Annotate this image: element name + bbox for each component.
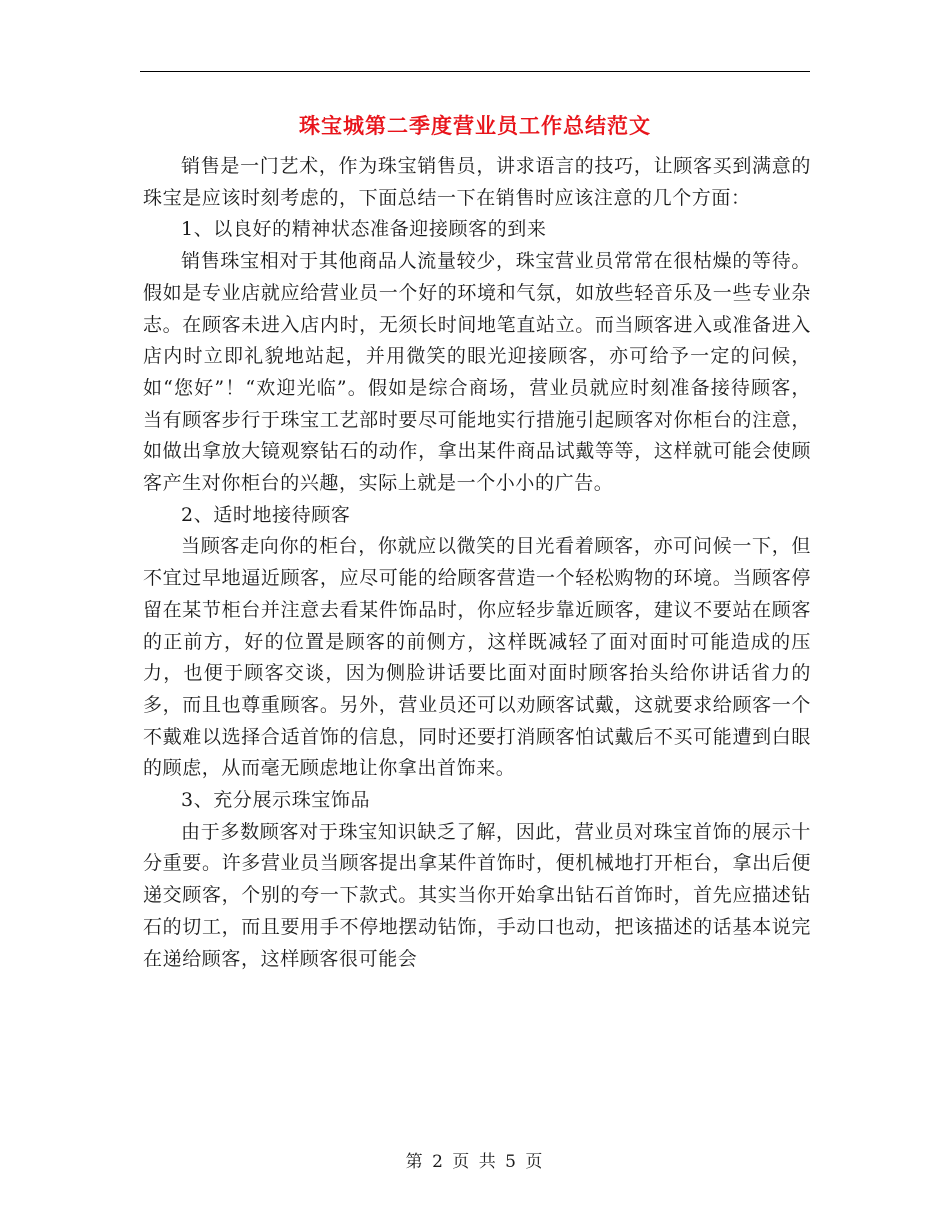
document-body xyxy=(143,151,811,975)
intro-paragraph: 销售是一门艺术，作为珠宝销售员，讲求语言的技巧，让顾客买到满意的珠宝是应该时刻考虑的，下面总结一下在销售时应该注意的几个方面： xyxy=(143,155,811,209)
page-number-footer: 第 2 页 共 5 页 xyxy=(405,1152,545,1172)
section-heading-3: 3、充分展示珠宝饰品 xyxy=(181,789,371,812)
document-title: 珠宝城第二季度营业员工作总结范文 xyxy=(299,113,651,138)
section-paragraph-3: 由于多数顾客对于珠宝知识缺乏了解，因此，营业员对珠宝首饰的展示十分重要。许多营业员当顾客提出拿某件首饰时，便机械地打开柜台，拿出后便递交顾客，个别的夸一下款式。其实当你开始拿出钻石首饰时，首先应描述钻石的切工，而且要用手不停地摆动钻饰，手动口也动，把该描述的话基本说完在递给顾客，这样顾客很可能会 xyxy=(143,820,811,970)
section-heading-1: 1、以良好的精神状态准备迎接顾客的到来 xyxy=(181,218,547,241)
section-paragraph-2: 当顾客走向你的柜台，你就应以微笑的目光看着顾客，亦可问候一下，但不宜过早地逼近顾客，应尽可能的给顾客营造一个轻松购物的环境。当顾客停留在某节柜台并注意去看某件饰品时，你应轻步靠近顾客，建议不要站在顾客的正前方，好的位置是顾客的前侧方，这样既减轻了面对面时可能造成的压力，也便于顾客交谈，因为侧脸讲话要比面对面时顾客抬头给你讲话省力的多，而且也尊重顾客。另外，营业员还可以劝顾客试戴，这就要求给顾客一个不戴难以选择合适首饰的信息，同时还要打消顾客怕试戴后不买可能遭到白眼的顾虑，从而毫无顾虑地让你拿出首饰来。 xyxy=(143,535,811,780)
section-paragraph-1: 销售珠宝相对于其他商品人流量较少，珠宝营业员常常在很枯燥的等待。假如是专业店就应给营业员一个好的环境和气氛，如放些轻音乐及一些专业杂志。在顾客未进入店内时，无须长时间地笔直站立。而当顾客进入或准备进入店内时立即礼貌地站起，并用微笑的眼光迎接顾客，亦可给予一定的问候，如“您好”！“欢迎光临”。假如是综合商场，营业员就应时刻准备接待顾客，当有顾客步行于珠宝工艺部时要尽可能地实行措施引起顾客对你柜台的注意，如做出拿放大镜观察钻石的动作，拿出某件商品试戴等等，这样就可能会使顾客产生对你柜台的兴趣，实际上就是一个小小的广告。 xyxy=(143,250,811,495)
header-rule xyxy=(140,71,810,72)
section-heading-2: 2、适时地接待顾客 xyxy=(181,503,351,526)
